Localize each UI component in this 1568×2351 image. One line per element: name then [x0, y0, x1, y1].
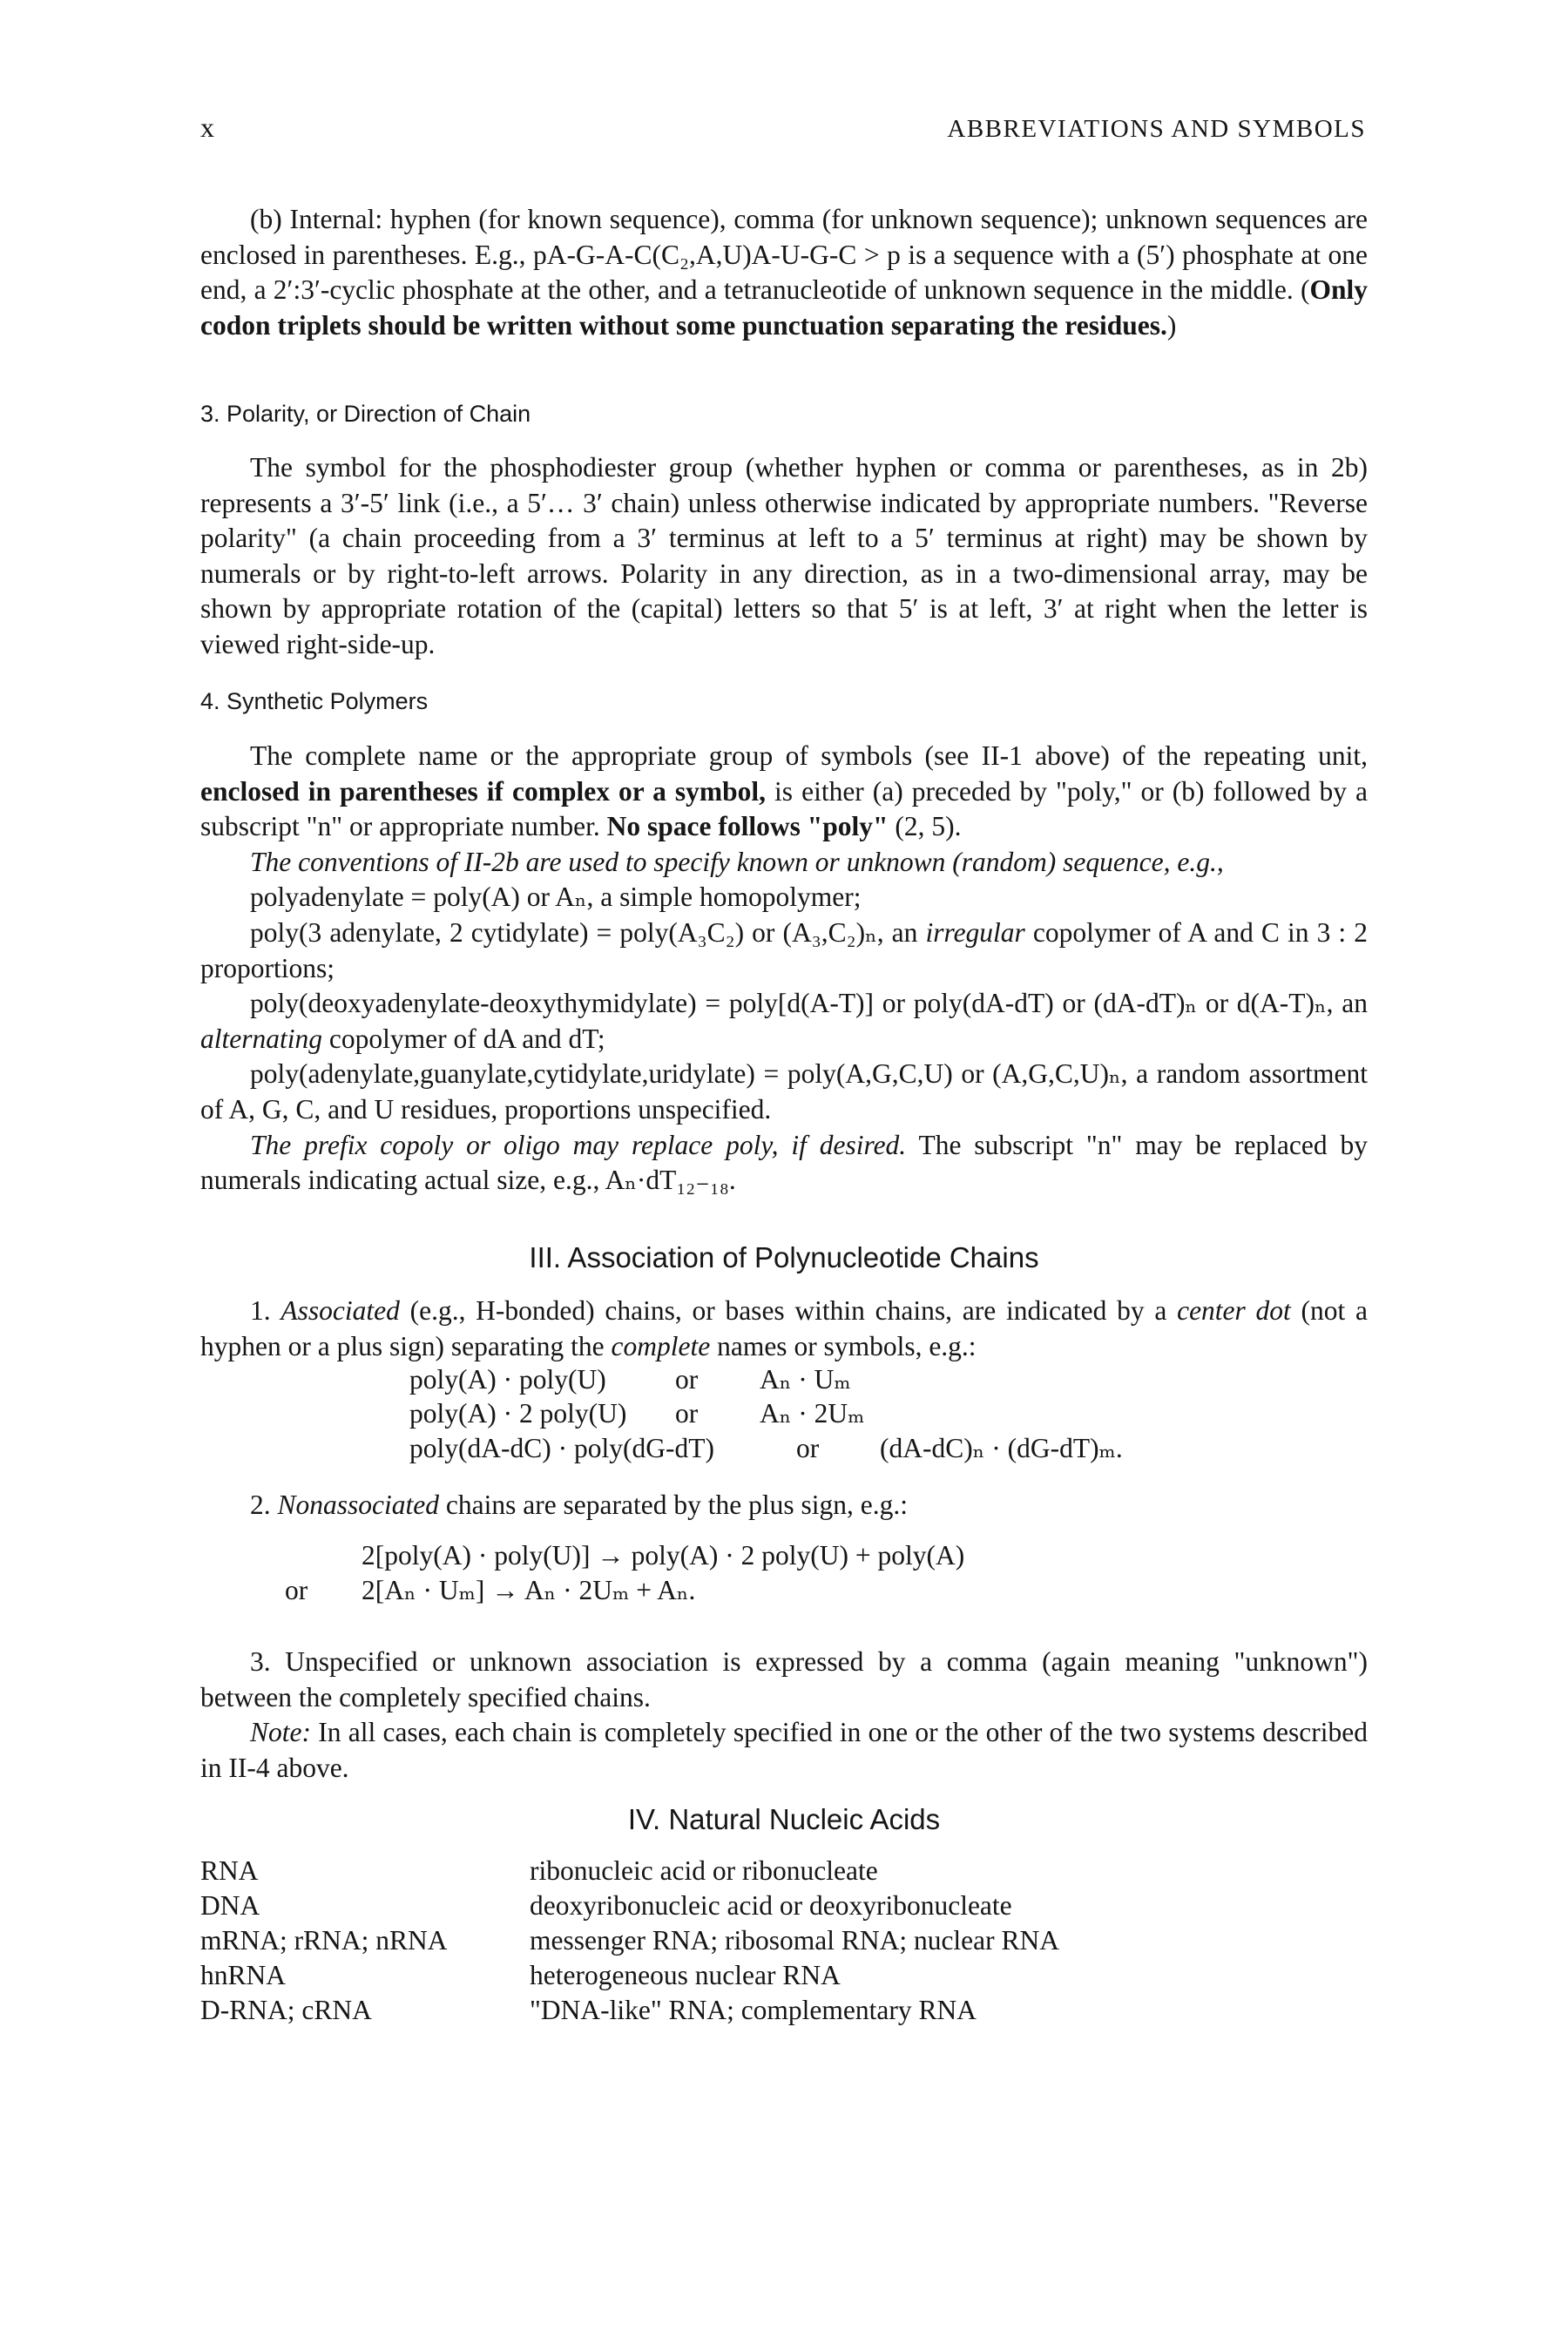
synthetic-p4-b: copolymer of A and C in 3 : 2 proportions; — [200, 916, 1368, 983]
section-2b-paragraph — [200, 202, 1368, 343]
example-row-2-or: or — [675, 1398, 699, 1429]
assoc-item1-b: (e.g., H-bonded) chains, or bases within chains, are indicated by a — [399, 1295, 1178, 1326]
abbr-d-rna: D-RNA; cRNA — [200, 1995, 372, 2025]
synthetic-p3: polyadenylate = poly(A) or Aₙ, a simple homopolymer; — [250, 882, 862, 913]
synthetic-p1-b: is either (a) preceded by "poly," or (b) followed by a subscript "n" or appropriate number. — [200, 775, 1369, 842]
example-row-1-right: Aₙ · Uₘ — [760, 1364, 851, 1395]
polarity-heading: 3. Polarity, or Direction of Chain — [200, 401, 531, 427]
assoc-item1-it: Associated — [280, 1295, 400, 1326]
example-row-3-left: poly(dA-dC) · poly(dG-dT) — [409, 1433, 714, 1463]
assoc-item2-it: Nonassociated — [277, 1490, 439, 1520]
example-row-1-or: or — [675, 1364, 699, 1395]
assoc-item2-b: chains are separated by the plus sign, e.g.: — [439, 1490, 908, 1520]
synthetic-p6: poly(adenylate,guanylate,cytidylate,uridylate) = poly(A,G,C,U) or (A,G,C,U)ₙ, a random assortment of A, G, C, and U residues, proportions unspecified. — [200, 1058, 1368, 1125]
association-note — [200, 1715, 1368, 1786]
meaning-d-rna: "DNA-like" RNA; complementary RNA — [530, 1995, 977, 2025]
assoc-item1-d: names or symbols, e.g.: — [710, 1330, 977, 1361]
abbr-rna: RNA — [200, 1855, 259, 1886]
association-item-2 — [200, 1488, 1368, 1523]
synthetic-p1-bold2: No space follows "poly" — [606, 811, 889, 842]
page-number: x — [200, 111, 214, 143]
polarity-paragraph — [200, 450, 1368, 663]
synthetic-p7 — [200, 1128, 1368, 1199]
running-title: ABBREVIATIONS AND SYMBOLS — [947, 115, 1366, 143]
meaning-rna: ribonucleic acid or ribonucleate — [530, 1855, 878, 1886]
association-item-3 — [200, 1645, 1368, 1786]
synthetic-p5-a: poly(deoxyadenylate-deoxythymidylate) = poly[d(A-T)] or poly(dA-dT) or (dA-dT)ₙ or d(A-T)ₙ, an — [250, 988, 1368, 1019]
polarity-text: The symbol for the phosphodiester group (whether hyphen or comma or parentheses, as in 2b) represents a 3′-5′ link (i.e., a 5′… 3′ chain) unless otherwise indicated by appropriate numbers. "Reverse polarity" (a chain proceeding from a 3′ terminus at left to a 5′ terminus at right) may be shown by numerals or by right-to-left arrows. Polarity in any direction, as in a two-dimensional array, may be shown by appropriate rotation of the (capital) letters so that 5′ is at left, 3′ at right when the letter is viewed right-side-up. — [200, 452, 1368, 659]
synthetic-p5 — [200, 986, 1368, 1057]
synthetic-p7-it: The prefix copoly or oligo may replace poly, if desired. — [250, 1129, 907, 1160]
abbr-hnrna: hnRNA — [200, 1960, 287, 1990]
association-heading: III. Association of Polynucleotide Chains — [529, 1241, 1039, 1273]
meaning-dna: deoxyribonucleic acid or deoxyribonucleate — [530, 1890, 1012, 1921]
synthetic-p1-c: (2, 5). — [888, 811, 962, 842]
example-row-1-left: poly(A) · poly(U) — [409, 1364, 606, 1395]
abbr-mrna: mRNA; rRNA; nRNA — [200, 1925, 448, 1956]
synthetic-p5-it: alternating — [200, 1023, 322, 1054]
assoc-item1-num: 1. — [250, 1295, 281, 1326]
abbr-dna: DNA — [200, 1890, 260, 1921]
equation-2: 2[Aₙ · Uₘ] → Aₙ · 2Uₘ + Aₙ. — [362, 1575, 696, 1605]
section-2b-close: ) — [1166, 309, 1177, 341]
section-2b-text: (b) Internal: hyphen (for known sequence), comma (for unknown sequence); unknown sequences are enclosed in parentheses. E.g., pA-G-A-C(C₂,A,U)A-U-G-C > p is a sequence with a (5′) phosphate at one end, a 2′:3′-cyclic phosphate at the other, and a tetranucleotide of unknown sequence in the middle. ( — [200, 204, 1368, 306]
assoc-item1-c: (not a hyphen or a plus sign) separating the — [200, 1295, 1368, 1361]
assoc-item2-num: 2. — [250, 1490, 278, 1520]
synthetic-p7-b: The subscript "n" may be replaced by numerals indicating actual size, e.g., Aₙ·dT₁₂₋₁₈. — [200, 1129, 1368, 1196]
example-row-2-left: poly(A) · 2 poly(U) — [409, 1398, 627, 1429]
assoc-item3-text: 3. Unspecified or unknown association is expressed by a comma (again meaning "unknown") between the completely specified chains. — [200, 1646, 1368, 1713]
synthetic-p4 — [200, 915, 1368, 986]
association-item-1 — [200, 1294, 1368, 1364]
meaning-hnrna: heterogeneous nuclear RNA — [530, 1960, 841, 1990]
synthetic-body — [200, 739, 1368, 1199]
example-row-3-right: (dA-dC)ₙ · (dG-dT)ₘ. — [880, 1433, 1123, 1463]
synthetic-p1-a: The complete name or the appropriate group of symbols (see II-1 above) of the repeating unit, — [250, 740, 1368, 771]
equation-2-or: or — [285, 1575, 308, 1605]
synthetic-p1 — [200, 739, 1368, 845]
synthetic-p5-b: copolymer of dA and dT; — [322, 1023, 605, 1054]
note-label: Note: — [250, 1717, 311, 1748]
section-2b-bold-note: Only codon triplets should be written without some punctuation separating the residues. — [200, 274, 1368, 341]
example-row-2-right: Aₙ · 2Uₘ — [760, 1398, 865, 1429]
synthetic-heading: 4. Synthetic Polymers — [200, 688, 429, 714]
note-text: In all cases, each chain is completely specified in one or the other of the two systems described in II-4 above. — [200, 1717, 1368, 1783]
equation-1: 2[poly(A) · poly(U)] → poly(A) · 2 poly(U) + poly(A) — [362, 1540, 965, 1571]
natural-heading: IV. Natural Nucleic Acids — [627, 1803, 941, 1835]
synthetic-p2: The conventions of II-2b are used to specify known or unknown (random) sequence, e.g., — [250, 846, 1224, 877]
synthetic-p4-it: irregular — [925, 916, 1025, 948]
assoc-item1-it3: complete — [611, 1330, 711, 1361]
synthetic-p4-a: poly(3 adenylate, 2 cytidylate) = poly(A₃C₂) or (A₃,C₂)ₙ, an — [250, 916, 926, 948]
assoc-item1-it2: center dot — [1177, 1295, 1291, 1326]
synthetic-p1-bold: enclosed in parentheses if complex or a symbol, — [200, 775, 767, 807]
example-row-3-or: or — [796, 1433, 820, 1463]
meaning-mrna: messenger RNA; ribosomal RNA; nuclear RNA — [530, 1925, 1060, 1956]
